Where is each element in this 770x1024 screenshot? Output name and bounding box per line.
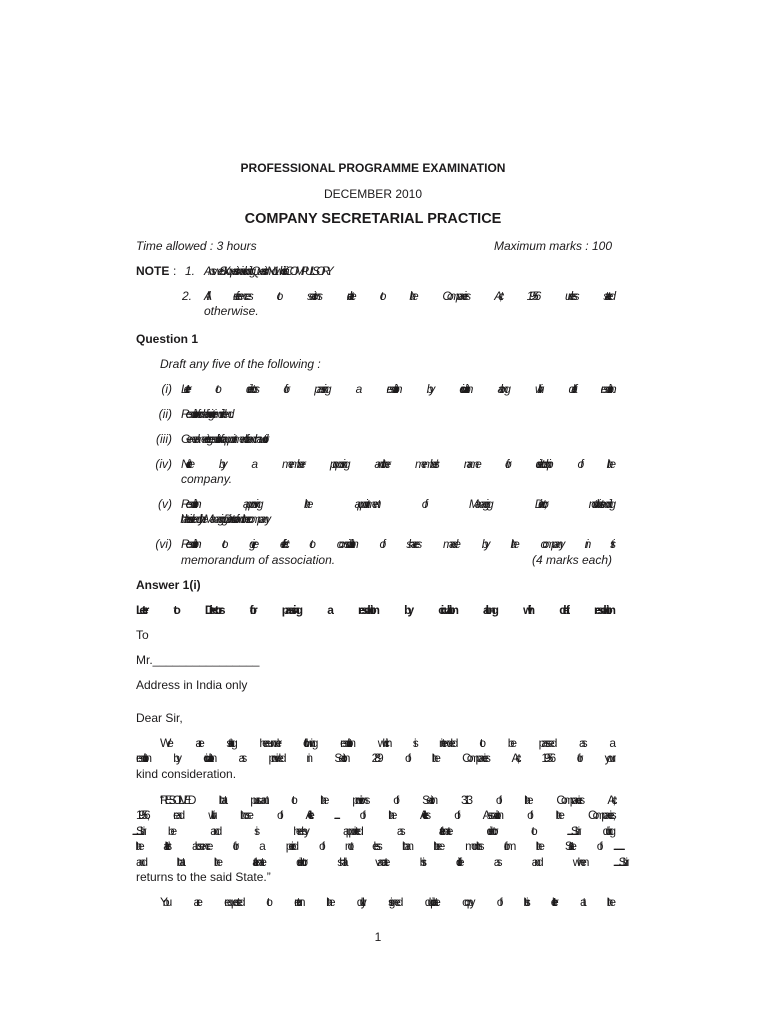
programme-title: PROFESSIONAL PROGRAMME EXAMINATION xyxy=(240,161,506,175)
note-item-text: otherwise. xyxy=(204,303,259,318)
question-item-text: Letter to directors for passing a resolution by circulation along with draft resolution. xyxy=(181,381,612,396)
time-allowed: Time allowed : 3 hours xyxy=(136,238,257,253)
resolution-line: and that the alternate director shall vacate his office as and when Shri.................. xyxy=(136,854,612,869)
question-item-text: company. xyxy=(181,471,233,486)
answer-title: Letter to Directors for passing a resolution by circulation along with draft resolution xyxy=(136,602,612,617)
answer-heading: Answer 1(i) xyxy=(136,577,201,592)
resolution-line: Shri................ be and is hereby appointed as alternate director to Shri................ during xyxy=(136,823,612,838)
question-item-text: Notice by a member proposing another member’s name for directorship of the xyxy=(181,456,612,471)
note-colon: : xyxy=(173,263,177,278)
page-number: 1 xyxy=(374,929,382,944)
question-item-number: (iii) xyxy=(156,431,172,446)
address-line: To xyxy=(136,627,149,642)
note-item-text: Answer SIX questions including Question No. 1 which is COMPULSORY. xyxy=(204,263,328,278)
question-marks: (4 marks each) xyxy=(531,552,612,567)
maximum-marks: Maximum marks : 100 xyxy=(493,238,612,253)
question-item-text: memorandum of association. xyxy=(181,552,336,567)
resolution-line: “RESOLVED that pursuant to the provisions of Section 313 of the Companies Act, xyxy=(160,792,612,807)
salutation: Dear Sir, xyxy=(136,710,183,725)
question-item-number: (vi) xyxy=(155,536,172,551)
question-item-text: Resolution approving the appointment of Managing Director, notwithstanding xyxy=(181,496,612,511)
question-heading: Question 1 xyxy=(136,331,199,346)
question-instruction: Draft any five of the following : xyxy=(160,356,321,371)
paragraph-line: We are stating hereunder following resolution which is intended to be passed as a xyxy=(160,735,612,750)
question-item-number: (iv) xyxy=(155,456,172,471)
paragraph-line: resolution by circulation as provided in Section 289 of the Companies Act, 1956 for your xyxy=(136,750,612,765)
question-item-text: that he is already the Managing Director of another company. xyxy=(181,511,266,526)
question-item-text: Resolution to give effect to consolidation of shares made by the company in its xyxy=(181,536,612,551)
resolution-line: returns to the said State.” xyxy=(136,869,271,884)
question-item-text: Resolution for declaring interim dividend. xyxy=(181,406,230,421)
paragraph-line: You are requested to return the duly signed duplicate copy of this letter at the xyxy=(160,894,612,909)
subject-title: COMPANY SECRETARIAL PRACTICE xyxy=(244,211,502,227)
note-label: NOTE xyxy=(136,263,170,278)
address-line: Mr.________________ xyxy=(136,652,260,667)
note-item-text: All references to sections relate to the Companies Act, 1956 unless stated xyxy=(204,288,612,303)
note-item-number: 1. xyxy=(185,263,196,278)
question-item-number: (i) xyxy=(161,381,172,396)
question-item-number: (ii) xyxy=(158,406,172,421)
paragraph-line: kind consideration. xyxy=(136,766,237,781)
resolution-line: 1956, read with those of Article ........ of the Articles of Association of the Companies, xyxy=(136,807,612,822)
question-item-number: (v) xyxy=(158,496,172,511)
note-item-number: 2. xyxy=(182,288,193,303)
exam-session: DECEMBER 2010 xyxy=(323,186,423,201)
address-line: Address in India only xyxy=(136,677,248,692)
question-item-text: General meeting resolution for appointment of branch auditor. xyxy=(181,431,265,446)
resolution-line: the latter’s absence for a period of not less than three months from the State of ................ xyxy=(136,838,612,853)
